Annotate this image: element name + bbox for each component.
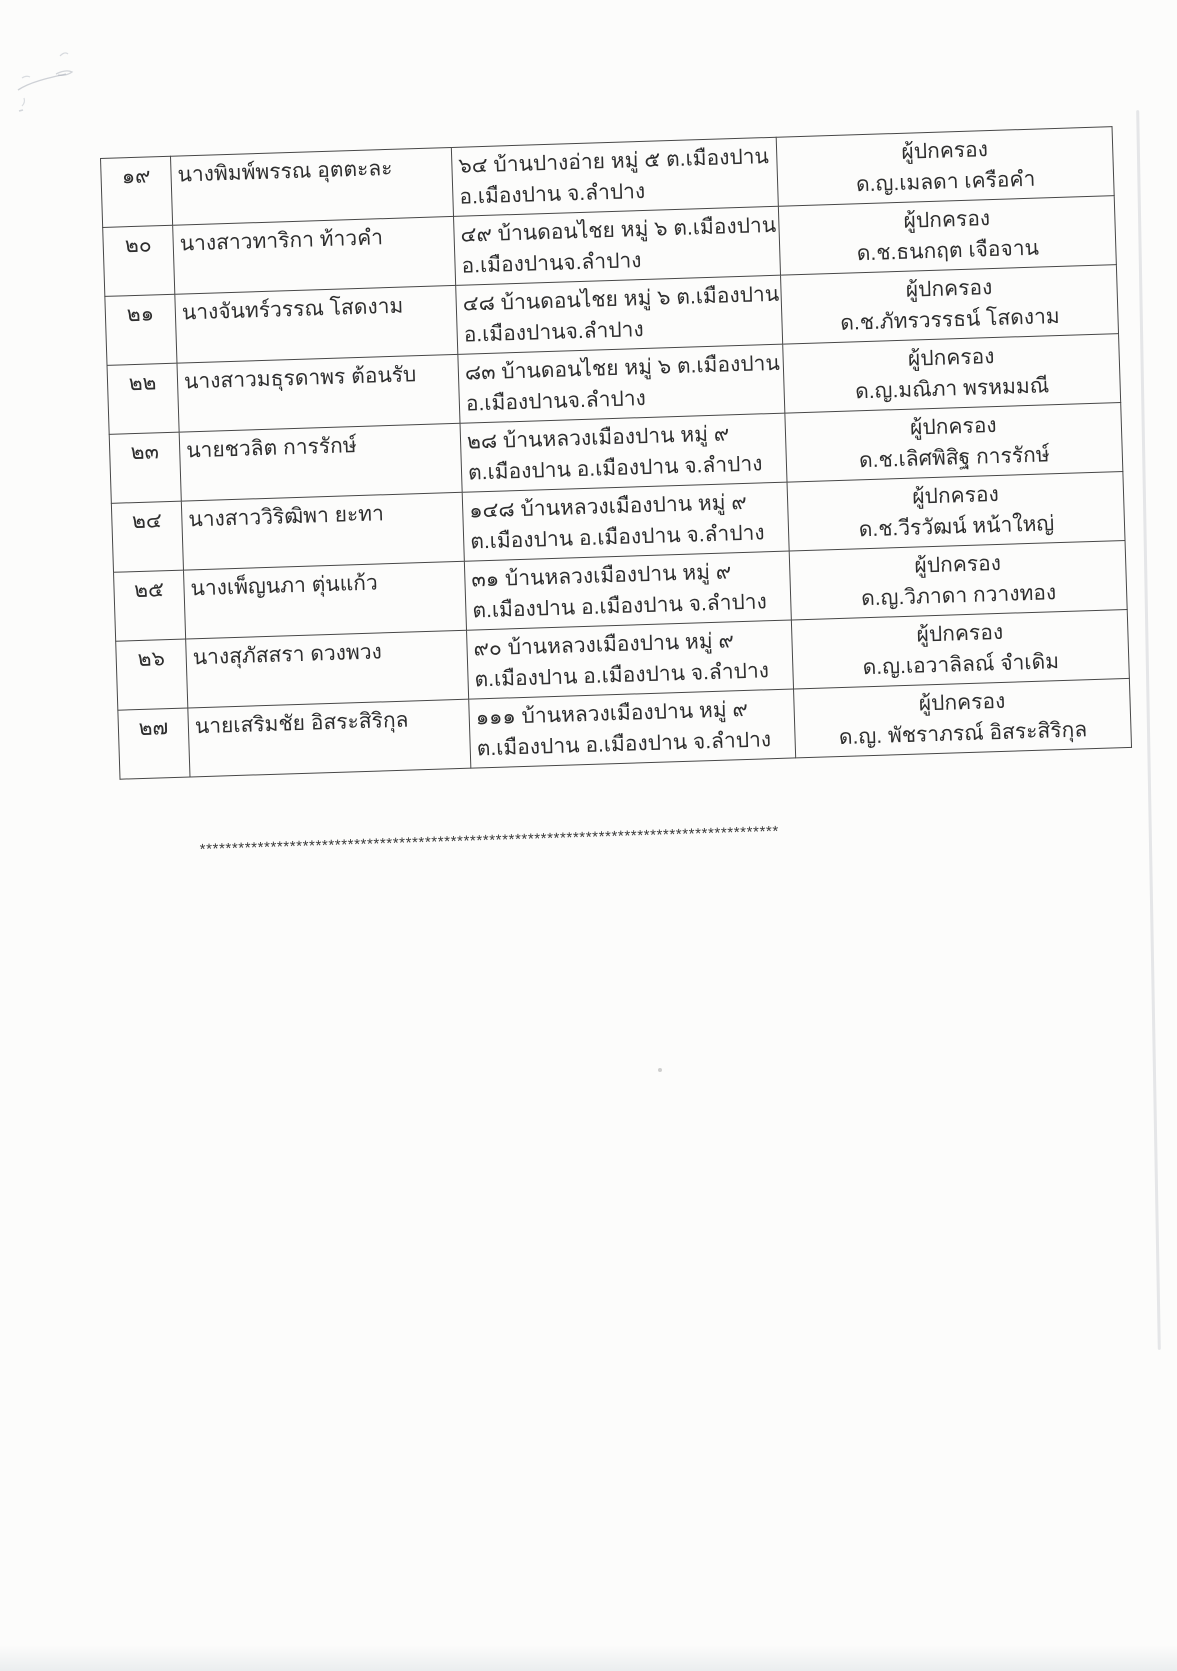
row-number: ๒๔ xyxy=(131,509,163,534)
address-line-1: ๖๔ บ้านปางอ่าย หมู่ ๕ ต.เมืองปาน xyxy=(458,144,770,178)
guardian-cell xyxy=(783,334,1121,414)
name-cell xyxy=(188,699,471,777)
address-line-1: ๔๙ บ้านดอนไชย หมู่ ๖ ต.เมืองปาน xyxy=(460,213,777,247)
person-name: นายเสริมชัย อิสระสิริกุล xyxy=(194,708,409,739)
row-number-cell xyxy=(116,639,188,710)
guardian-cell xyxy=(789,540,1127,620)
address-line-1: ๘๓ บ้านดอนไชย หมู่ ๖ ต.เมืองปาน xyxy=(464,351,781,385)
address-line-1: ๑๑๑ บ้านหลวงเมืองปาน หมู่ ๙ xyxy=(475,697,749,730)
address-line-1: ๓๑ บ้านหลวงเมืองปาน หมู่ ๙ xyxy=(471,560,732,592)
guardian-name: ด.ช.ธนกฤต เจือจาน xyxy=(856,236,1040,266)
row-number: ๒๗ xyxy=(138,716,169,741)
guardian-name: ด.ช.วีรวัฒน์ หน้าใหญ่ xyxy=(858,512,1055,542)
person-name: นางเพ็ญนภา ตุ่นแก้ว xyxy=(190,571,379,601)
row-number: ๑๙ xyxy=(121,164,151,189)
address-line-2: ต.เมืองปาน อ.เมืองปาน จ.ลำปาง xyxy=(472,590,768,623)
row-number-cell xyxy=(105,294,177,365)
guardian-name: ด.ช.ภัทรวรรธน์ โสดงาม xyxy=(839,304,1061,335)
row-number: ๒๖ xyxy=(137,647,166,672)
guardian-label: ผู้ปกครอง xyxy=(909,413,997,440)
address-cell xyxy=(451,137,778,216)
guardian-name: ด.ช.เลิศพิสิฐ การรักษ์ xyxy=(858,443,1050,473)
guardian-name: ด.ญ.มณิภา พรหมมณี xyxy=(854,374,1050,404)
row-number-cell xyxy=(111,501,183,572)
row-number: ๒๕ xyxy=(133,578,165,603)
person-name: นางจันทร์วรรณ โสดงาม xyxy=(181,294,404,325)
name-cell xyxy=(186,630,469,708)
guardian-label: ผู้ปกครอง xyxy=(916,620,1004,647)
row-number-cell xyxy=(103,225,175,296)
address-cell xyxy=(454,206,781,285)
row-number-cell xyxy=(118,708,190,779)
address-cell xyxy=(462,482,789,561)
guardian-label: ผู้ปกครอง xyxy=(911,482,1000,509)
address-line-1: ๙๐ บ้านหลวงเมืองปาน หมู่ ๙ xyxy=(473,629,735,661)
scan-edge-artifact-right xyxy=(1136,110,1161,1350)
scan-edge-artifact-bottom xyxy=(0,1645,1177,1671)
guardian-cell xyxy=(785,403,1123,483)
row-number-cell xyxy=(109,432,181,503)
guardian-cell xyxy=(778,196,1116,276)
address-line-1: ๒๘ บ้านหลวงเมืองปาน หมู่ ๙ xyxy=(466,422,730,454)
name-cell xyxy=(183,561,466,639)
guardian-cell xyxy=(787,472,1125,552)
document-content xyxy=(100,128,1089,938)
person-name: นางสาวทาริกา ท้าวคำ xyxy=(179,226,384,256)
address-cell xyxy=(460,413,787,492)
guardian-cell xyxy=(781,265,1119,345)
row-number: ๒๐ xyxy=(124,233,152,258)
row-number: ๒๒ xyxy=(128,371,157,396)
row-number: ๒๑ xyxy=(126,302,155,327)
name-cell xyxy=(170,147,453,225)
asterisk-separator: ****************************************************************************************** xyxy=(199,823,780,859)
address-line-2: อ.เมืองปานจ.ลำปาง xyxy=(461,249,642,278)
pencil-scribble-artifact xyxy=(8,38,128,118)
guardian-label: ผู้ปกครอง xyxy=(901,138,989,164)
address-line-2: อ.เมืองปาน จ.ลำปาง xyxy=(459,179,646,209)
name-cell xyxy=(181,492,464,570)
address-line-2: ต.เมืองปาน อ.เมืองปาน จ.ลำปาง xyxy=(474,659,770,692)
guardian-label: ผู้ปกครอง xyxy=(914,551,1002,578)
row-number: ๒๓ xyxy=(130,440,160,465)
name-cell xyxy=(175,285,458,363)
person-name: นางพิมพ์พรรณ อุตตะละ xyxy=(177,156,393,187)
address-line-1: ๔๘ บ้านดอนไชย หมู่ ๖ ต.เมืองปาน xyxy=(462,282,780,316)
guardian-cell xyxy=(791,609,1129,689)
address-line-2: ต.เมืองปาน อ.เมืองปาน จ.ลำปาง xyxy=(476,728,772,761)
address-cell xyxy=(467,620,794,699)
scan-speck-artifact xyxy=(658,1068,662,1072)
guardian-name: ด.ญ. พัชราภรณ์ อิสระสิริกุล xyxy=(838,718,1088,750)
person-name: นางสาววิริฒิพา ยะทา xyxy=(188,502,385,532)
person-name: นางสุภัสสรา ดวงพวง xyxy=(192,640,383,670)
address-cell xyxy=(456,275,783,354)
person-name: นายชวลิต การรักษ์ xyxy=(185,434,357,463)
guardian-cell xyxy=(794,678,1132,758)
address-line-2: อ.เมืองปานจ.ลำปาง xyxy=(465,386,647,416)
guardian-name: ด.ญ.เอวาลิลณ์ จำเดิม xyxy=(862,650,1060,680)
address-line-2: ต.เมืองปาน อ.เมืองปาน จ.ลำปาง xyxy=(469,521,765,554)
row-number-cell xyxy=(101,156,173,227)
address-cell xyxy=(469,689,796,768)
name-cell xyxy=(177,354,460,432)
name-cell xyxy=(173,216,456,294)
guardian-cell xyxy=(776,127,1114,207)
guardian-label: ผู้ปกครอง xyxy=(905,276,993,302)
address-line-1: ๑๔๘ บ้านหลวงเมืองปาน หมู่ ๙ xyxy=(468,490,748,523)
address-cell xyxy=(464,551,791,630)
guardian-label: ผู้ปกครอง xyxy=(907,345,995,371)
guardian-table xyxy=(100,126,1132,780)
address-line-2: อ.เมืองปานจ.ลำปาง xyxy=(463,318,645,347)
name-cell xyxy=(179,423,462,501)
person-name: นางสาวมธุรดาพร ต้อนรับ xyxy=(183,363,417,394)
guardian-name: ด.ญ.เมลดา เครือคำ xyxy=(855,167,1036,197)
address-line-2: ต.เมืองปาน อ.เมืองปาน จ.ลำปาง xyxy=(467,452,763,485)
address-cell xyxy=(458,344,785,423)
row-number-cell xyxy=(114,570,186,641)
row-number-cell xyxy=(107,363,179,434)
guardian-label: ผู้ปกครอง xyxy=(918,689,1006,716)
guardian-name: ด.ญ.วิภาดา กวางทอง xyxy=(860,581,1057,611)
guardian-label: ผู้ปกครอง xyxy=(903,207,991,233)
guardian-table-body xyxy=(101,127,1132,779)
